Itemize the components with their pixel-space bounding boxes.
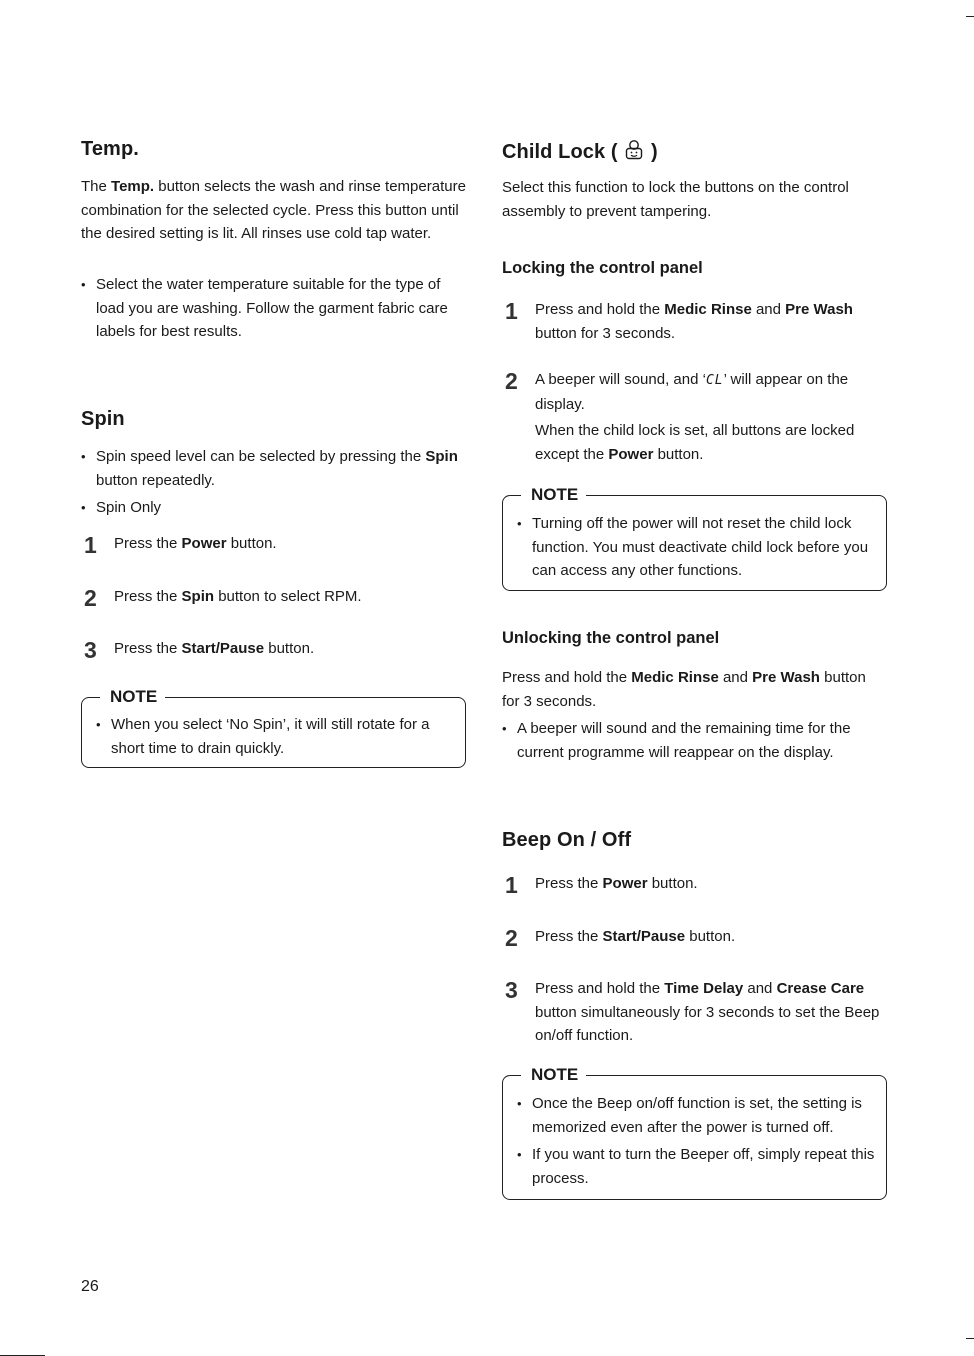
step-text: Press the Power button.	[114, 535, 277, 552]
page-number: 26	[81, 1278, 99, 1295]
unlocking-heading: Unlocking the control panel	[502, 629, 720, 647]
note-bullet: • When you select ‘No Spin’, it will still rotate for a short time to drain quickly.	[96, 713, 461, 760]
spin-step-1	[84, 530, 464, 562]
crop-mark-top-right	[966, 16, 974, 17]
step-number: 1	[84, 532, 97, 558]
beep-step-2	[505, 923, 885, 955]
locking-extra: When the child lock is set, all buttons are locked except the Power button.	[535, 422, 855, 463]
child-lock-icon	[623, 139, 645, 161]
step-number: 3	[505, 977, 518, 1003]
step-text: Press the Start/Pause button.	[535, 928, 736, 945]
spin-bullet-1: • Spin speed level can be selected by pressing the Spin button repeatedly.	[81, 445, 471, 492]
locking-step-1	[505, 296, 885, 346]
unlocking-bullet: • A beeper will sound and the remaining time for the current programme will reappear on the display.	[502, 717, 877, 764]
child-lock-heading: Child Lock ( )	[502, 141, 658, 163]
temp-heading: Temp.	[81, 138, 139, 160]
spin-bullet-2: • Spin Only	[81, 496, 471, 520]
note-label: NOTE	[521, 1064, 586, 1086]
beep-step-3	[505, 975, 885, 1049]
beep-heading: Beep On / Off	[502, 829, 632, 851]
locking-heading: Locking the control panel	[502, 259, 703, 277]
step-text: Press the Power button.	[535, 875, 698, 892]
spin-note-box	[81, 687, 466, 768]
step-text: Press the Spin button to select RPM.	[114, 588, 362, 605]
step-number: 2	[505, 925, 518, 951]
beep-step-1	[505, 870, 885, 902]
step-text: Press and hold the Time Delay and Crease Care button simultaneously for 3 seconds to set the Beep on/off function.	[535, 980, 880, 1044]
step-number: 2	[505, 368, 518, 394]
step-text: A beeper will sound, and ‘CL’ will appear on the display.	[535, 371, 849, 413]
step-number: 1	[505, 872, 518, 898]
step-number: 1	[505, 298, 518, 324]
note-bullet-2: • If you want to turn the Beeper off, simply repeat this process.	[517, 1143, 887, 1190]
note-label: NOTE	[521, 484, 586, 506]
spin-step-3	[84, 635, 464, 667]
spin-step-2	[84, 583, 464, 615]
step-number: 3	[84, 637, 97, 663]
spin-heading: Spin	[81, 408, 125, 430]
step-text: Press and hold the Medic Rinse and Pre Wash button for 3 seconds.	[535, 301, 853, 342]
step-number: 2	[84, 585, 97, 611]
note-label: NOTE	[100, 686, 165, 708]
note-bullet-1: • Once the Beep on/off function is set, the setting is memorized even after the power is turned off.	[517, 1092, 887, 1139]
temp-paragraph: The Temp. button selects the wash and rinse temperature combination for the selected cycle. Press this button until the desired setting is lit. All rinses use cold tap water.	[81, 178, 466, 242]
step-text: Press the Start/Pause button.	[114, 640, 315, 657]
cl-display-code: CL	[705, 373, 724, 388]
temp-bullet: • Select the water temperature suitable for the type of load you are washing. Follow the garment fabric care labels for best results.	[81, 273, 471, 344]
child-lock-intro: Select this function to lock the buttons on the control assembly to prevent tampering.	[502, 179, 849, 220]
note-bullet: • Turning off the power will not reset the child lock function. You must deactivate child lock before you can access any other functions.	[517, 512, 877, 583]
locking-note-box	[502, 485, 887, 591]
locking-step-2	[505, 366, 885, 416]
beep-note-box	[502, 1065, 887, 1200]
crop-mark-right	[966, 1338, 974, 1339]
unlocking-paragraph: Press and hold the Medic Rinse and Pre Wash button for 3 seconds.	[502, 669, 866, 710]
